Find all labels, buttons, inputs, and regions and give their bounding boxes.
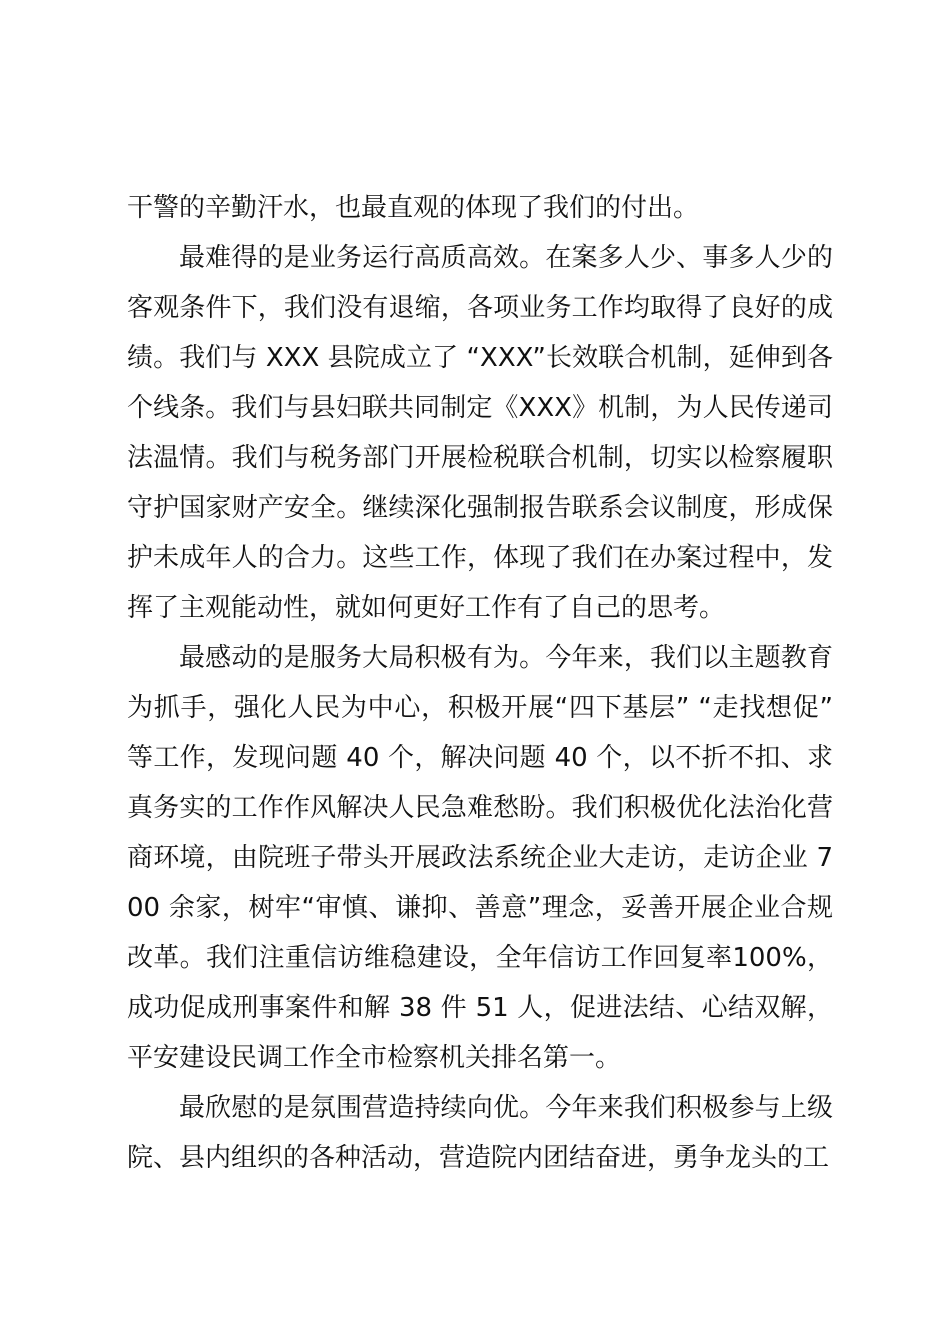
document-body (127, 183, 833, 1183)
paragraph-3: 最感动的是服务大局积极有为。今年来，我们以主题教育为抓手，强化人民为中心，积极开展“四下基层” “走找想促”等工作，发现问题 40 个，解决问题 40 个，以不折不扣、求真务实的工作作风解决人民急难愁盼。我们积极优化法治化营商环境，由院班子带头开展政法系统企业大走访，走访企业 700 余家，树牢“审慎、谦抑、善意”理念，妥善开展企业合规改革。我们注重信访维稳建设，全年信访工作回复率100%，成功促成刑事案件和解 38 件 51 人，促进法结、心结双解，平安建设民调工作全市检察机关排名第一。 (127, 643, 833, 1073)
paragraph-1: 干警的辛勤汗水，也最直观的体现了我们的付出。 (127, 193, 700, 223)
paragraph-4: 最欣慰的是氛围营造持续向优。今年来我们积极参与上级院、县内组织的各种活动，营造院内团结奋进，勇争龙头的工 (127, 1093, 833, 1173)
paragraph-2: 最难得的是业务运行高质高效。在案多人少、事多人少的客观条件下，我们没有退缩，各项业务工作均取得了良好的成绩。我们与 XXX 县院成立了 “XXX”长效联合机制，延伸到各个线条。我们与县妇联共同制定《XXX》机制，为人民传递司法温情。我们与税务部门开展检税联合机制，切实以检察履职守护国家财产安全。继续深化强制报告联系会议制度，形成保护未成年人的合力。这些工作，体现了我们在办案过程中，发挥了主观能动性，就如何更好工作有了自己的思考。 (127, 243, 833, 623)
